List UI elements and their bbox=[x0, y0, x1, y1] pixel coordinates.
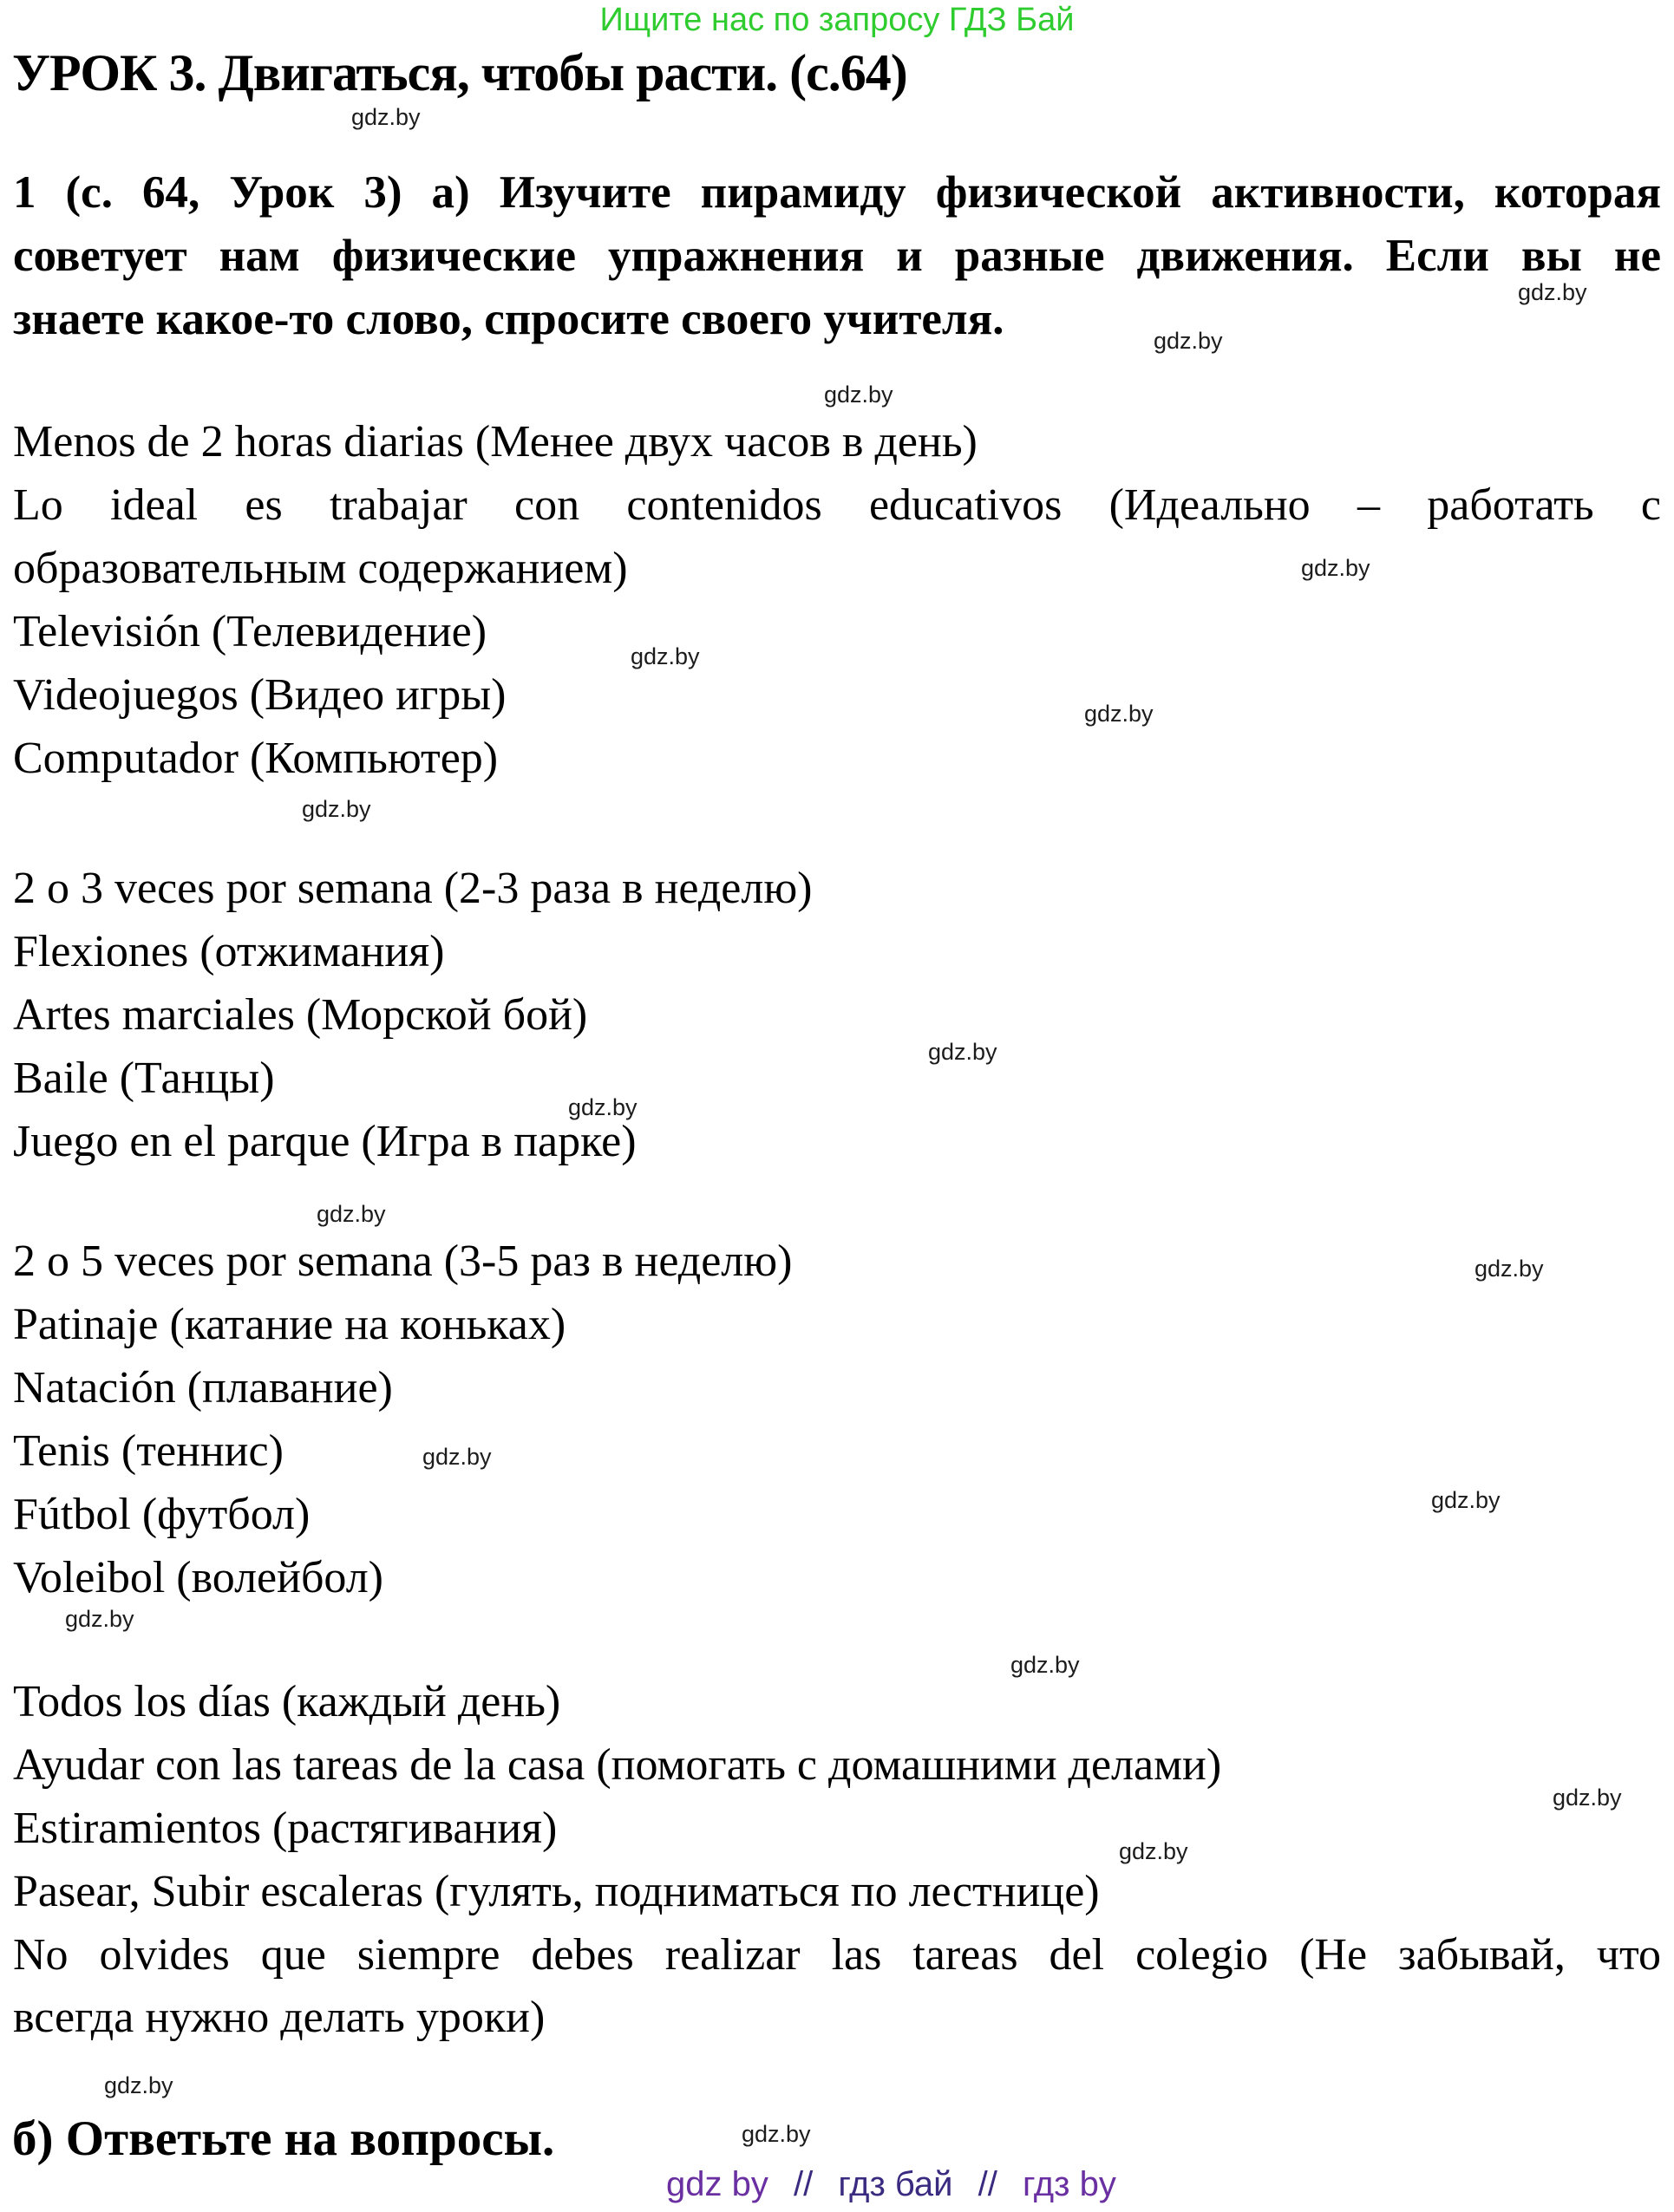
pyramid-line: 2 o 5 veces por semana (3-5 раз в неделю) bbox=[13, 1237, 793, 1286]
watermark: gdz.by bbox=[1154, 328, 1223, 354]
pyramid-line: Todos los días (каждый день) bbox=[13, 1677, 561, 1726]
watermark: gdz.by bbox=[1084, 701, 1154, 727]
watermark: gdz.by bbox=[65, 1606, 134, 1632]
watermark: gdz.by bbox=[104, 2072, 173, 2098]
pyramid-line: Patinaje (катание на коньках) bbox=[13, 1300, 566, 1349]
pyramid-line: Natación (плавание) bbox=[13, 1363, 393, 1413]
pyramid-line: Pasear, Subir escaleras (гулять, подниматься по лестнице) bbox=[13, 1867, 1100, 1916]
footer-segment: гдз by bbox=[1023, 2165, 1116, 2203]
task-a-line: 1 (с. 64, Урок 3) а) Изучите пирамиду физической активности, которая bbox=[13, 167, 1661, 218]
watermark: gdz.by bbox=[631, 643, 700, 669]
pyramid-line: Artes marciales (Морской бой) bbox=[13, 990, 588, 1040]
pyramid-line: Estiramientos (растягивания) bbox=[13, 1804, 558, 1853]
watermark: gdz.by bbox=[1119, 1838, 1188, 1864]
watermark: gdz.by bbox=[317, 1201, 386, 1227]
promo-note: Ищите нас по запросу ГДЗ Бай bbox=[599, 2, 1075, 38]
pyramid-line: Tenis (теннис) bbox=[13, 1426, 284, 1476]
watermark: gdz.by bbox=[1475, 1256, 1544, 1282]
footer-segment: gdz by bbox=[666, 2165, 768, 2203]
watermark: gdz.by bbox=[1301, 555, 1370, 581]
pyramid-line: Menos de 2 horas diarias (Менее двух часов в день) bbox=[13, 417, 978, 467]
watermark: gdz.by bbox=[302, 796, 371, 822]
task-a-line: советует нам физические упражнения и разные движения. Если вы не bbox=[13, 231, 1661, 281]
pyramid-line: Juego en el parque (Игра в парке) bbox=[13, 1117, 637, 1166]
watermark: gdz.by bbox=[1518, 279, 1587, 305]
pyramid-line: Voleibol (волейбол) bbox=[13, 1553, 383, 1602]
pyramid-line: Flexiones (отжимания) bbox=[13, 927, 445, 976]
pyramid-line: Lo ideal es trabajar con contenidos educativos (Идеально – работать с bbox=[13, 480, 1661, 530]
watermark: gdz.by bbox=[1010, 1652, 1080, 1678]
footer bbox=[666, 2165, 1116, 2204]
footer-segment: // bbox=[978, 2165, 997, 2203]
pyramid-line: Ayudar con las tareas de la casa (помогать с домашними делами) bbox=[13, 1740, 1222, 1790]
task-b-heading: б) Ответьте на вопросы. bbox=[12, 2111, 555, 2166]
watermark: gdz.by bbox=[351, 104, 421, 130]
watermark: gdz.by bbox=[1431, 1487, 1501, 1513]
watermark: gdz.by bbox=[928, 1039, 997, 1065]
task-a-line: знаете какое-то слово, спросите своего учителя. bbox=[13, 294, 1004, 344]
pyramid-line: 2 o 3 veces por semana (2-3 раза в неделю) bbox=[13, 864, 813, 913]
pyramid-line: No olvides que siempre debes realizar las tareas del colegio (Не забывай, что bbox=[13, 1930, 1661, 1980]
pyramid-line: Videojuegos (Видео игры) bbox=[13, 670, 507, 720]
pyramid-line: Computador (Компьютер) bbox=[13, 734, 499, 783]
footer-segment: гдз бай bbox=[838, 2165, 953, 2203]
watermark: gdz.by bbox=[824, 382, 893, 408]
watermark: gdz.by bbox=[568, 1094, 638, 1120]
pyramid-line: всегда нужно делать уроки) bbox=[13, 1993, 546, 2042]
pyramid-line: Baile (Танцы) bbox=[13, 1054, 275, 1103]
watermark: gdz.by bbox=[1553, 1785, 1622, 1811]
pyramid-line: Fútbol (футбол) bbox=[13, 1490, 311, 1539]
watermark: gdz.by bbox=[422, 1444, 492, 1470]
pyramid-line: Televisión (Телевидение) bbox=[13, 607, 487, 656]
footer-segment: // bbox=[793, 2165, 814, 2203]
pyramid-line: образовательным содержанием) bbox=[13, 544, 628, 593]
page-title: УРОК 3. Двигаться, чтобы расти. (с.64) bbox=[12, 44, 907, 101]
watermark: gdz.by bbox=[742, 2121, 811, 2147]
